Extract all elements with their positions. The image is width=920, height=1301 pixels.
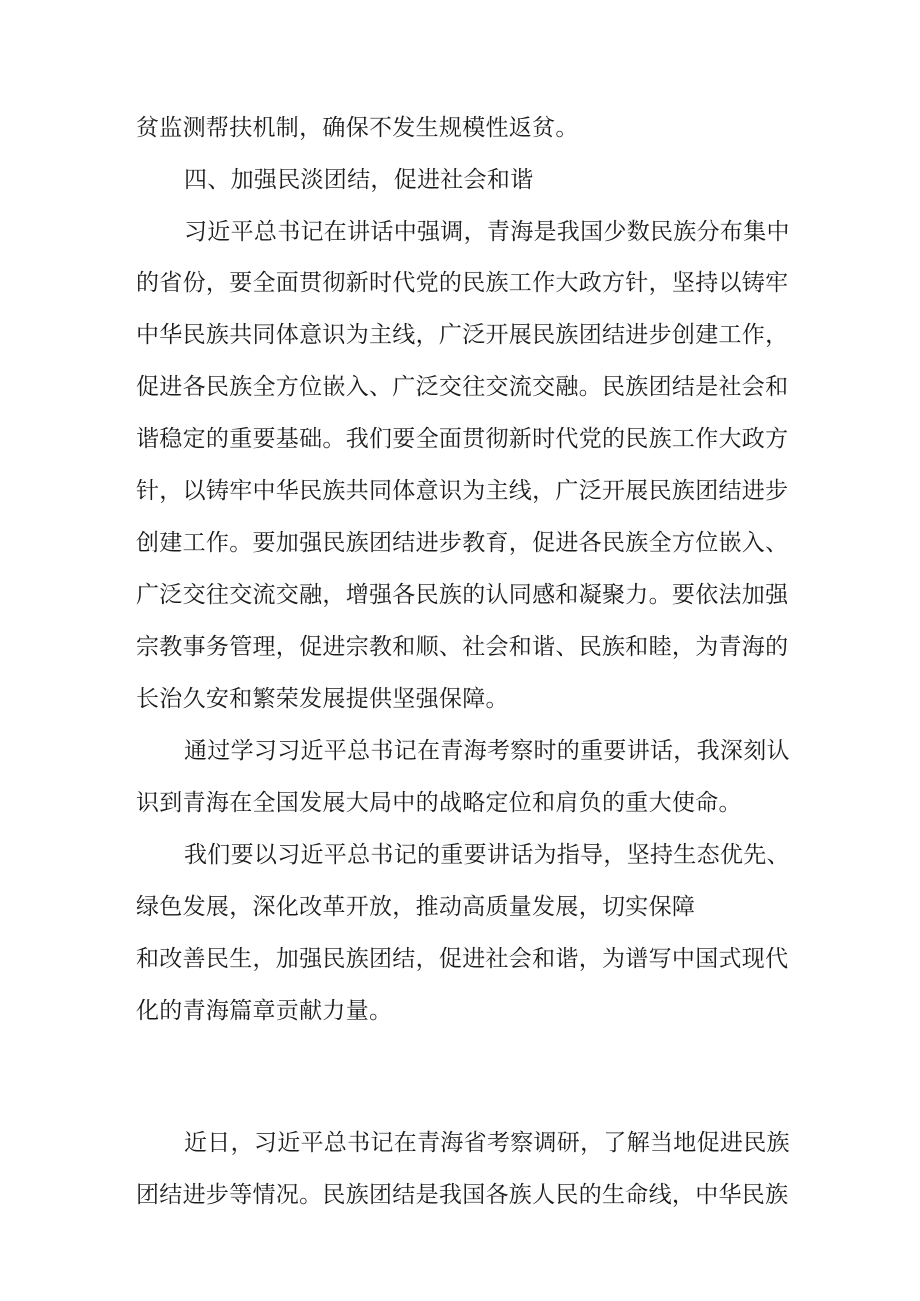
text-line: 团结进步等情况。民族团结是我国各族人民的生命线，中华民族	[136, 1182, 789, 1208]
text-line: 我们要以习近平总书记的重要讲话为指导，坚持生态优先、	[184, 842, 790, 868]
text-line: 绿色发展，深化改革开放，推动高质量发展，切实保障	[136, 894, 696, 920]
text-line: 通过学习习近平总书记在青海考察时的重要讲话，我深刻认	[184, 738, 790, 764]
text-line: 习近平总书记在讲话中强调，青海是我国少数民族分布集中	[184, 219, 790, 245]
text-line: 针，以铸牢中华民族共同体意识为主线，广泛开展民族团结进步	[136, 478, 789, 504]
text-line: 促进各民族全方位嵌入、广泛交往交流交融。民族团结是社会和	[136, 374, 789, 400]
text-line: 的省份，要全面贯彻新时代党的民族工作大政方针，坚持以铸牢	[136, 270, 789, 296]
text-line: 长治久安和繁荣发展提供坚强保障。	[136, 686, 509, 712]
section-heading: 四、加强民淡团结，促进社会和谐	[184, 167, 534, 193]
text-line: 宗教事务管理，促进宗教和顺、社会和谐、民族和睦，为青海的	[136, 634, 789, 660]
text-line: 识到青海在全国发展大局中的战略定位和肩负的重大使命。	[136, 790, 742, 816]
text-line: 创建工作。要加强民族团结进步教育，促进各民族全方位嵌入、	[136, 530, 789, 556]
text-line: 贫监测帮扶机制，确保不发生规模性返贫。	[136, 115, 579, 141]
text-line: 谐稳定的重要基础。我们要全面贯彻新时代党的民族工作大政方	[136, 426, 789, 452]
text-line: 和改善民生，加强民族团结，促进社会和谐，为谱写中国式现代	[136, 946, 789, 972]
text-line: 中华民族共同体意识为主线，广泛开展民族团结进步创建工作，	[136, 322, 789, 348]
text-line: 化的青海篇章贡献力量。	[136, 998, 393, 1024]
text-line: 近日，习近平总书记在青海省考察调研，了解当地促进民族	[184, 1130, 790, 1156]
text-line: 广泛交往交流交融，增强各民族的认同感和凝聚力。要依法加强	[136, 582, 789, 608]
